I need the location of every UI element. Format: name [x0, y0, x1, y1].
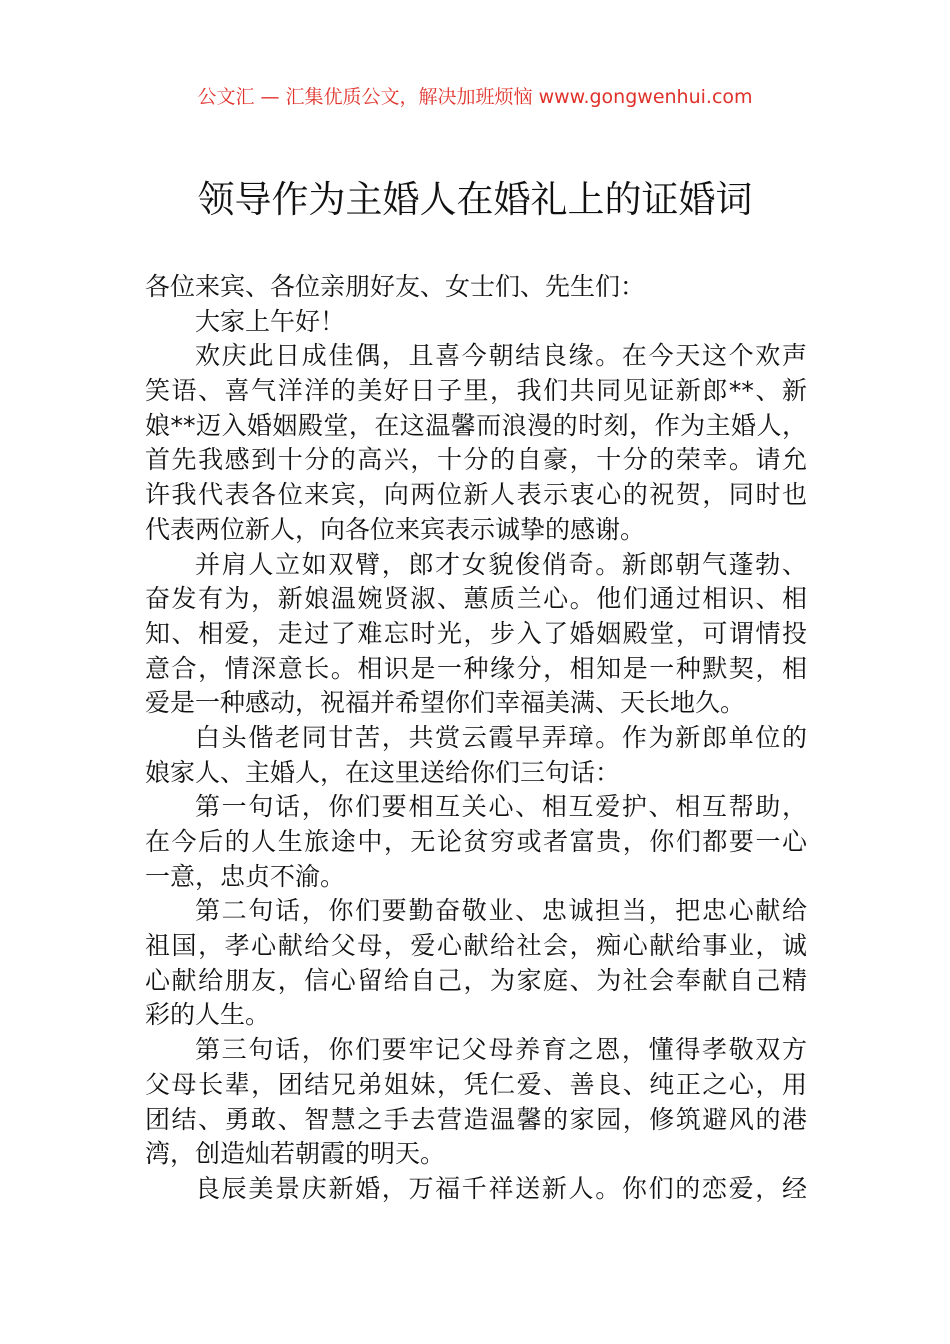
text-line: 代表两位新人，向各位来宾表示诚挚的感谢。	[145, 514, 646, 544]
text-line: 湾，创造灿若朝霞的明天。	[145, 1139, 446, 1169]
watermark-header: 公文汇 — 汇集优质公文，解决加班烦恼 www.gongwenhui.com	[197, 86, 753, 108]
text-line: 一意，忠贞不渝。	[145, 861, 346, 891]
text-line: 各位来宾、各位亲朋好友、女士们、先生们：	[145, 272, 646, 301]
text-line: 许我代表各位来宾，向两位新人表示衷心的祝贺，同时也	[145, 480, 807, 510]
text-line: 第二句话，你们要勤奋敬业、忠诚担当，把忠心献给	[195, 896, 807, 926]
text-line: 意合，情深意长。相识是一种缘分，相知是一种默契，相	[145, 653, 807, 683]
text-line: 彩的人生。	[145, 1000, 271, 1030]
text-line: 笑语、喜气洋洋的美好日子里，我们共同见证新郎**、新	[145, 376, 807, 406]
text-line: 娘**迈入婚姻殿堂，在这温馨而浪漫的时刻，作为主婚人，	[145, 410, 807, 440]
text-line: 首先我感到十分的高兴，十分的自豪，十分的荣幸。请允	[145, 445, 807, 475]
text-line: 第一句话，你们要相互关心、相互爱护、相互帮助，	[195, 792, 807, 822]
document-title: 领导作为主婚人在婚礼上的证婚词	[197, 178, 753, 221]
text-line: 在今后的人生旅途中，无论贫穷或者富贵，你们都要一心	[145, 827, 807, 856]
text-line: 大家上午好！	[195, 306, 346, 336]
text-line: 爱是一种感动，祝福并希望你们幸福美满、天长地久。	[145, 688, 746, 718]
text-line: 心献给朋友，信心留给自己，为家庭、为社会奉献自己精	[145, 965, 807, 995]
text-line: 知、相爱，走过了难忘时光，步入了婚姻殿堂，可谓情投	[145, 618, 807, 648]
text-line: 第三句话，你们要牢记父母养育之恩，懂得孝敬双方	[195, 1035, 807, 1065]
text-line: 白头偕老同甘苦，共赏云霞早弄璋。作为新郎单位的	[195, 722, 807, 752]
text-line: 娘家人、主婚人，在这里送给你们三句话：	[145, 757, 621, 787]
text-line: 祖国，孝心献给父母，爱心献给社会，痴心献给事业，诚	[145, 931, 807, 961]
text-line: 良辰美景庆新婚，万福千祥送新人。你们的恋爱，经	[195, 1173, 807, 1203]
text-line: 团结、勇敢、智慧之手去营造温馨的家园，修筑避风的港	[145, 1104, 807, 1134]
text-line: 奋发有为，新娘温婉贤淑、蕙质兰心。他们通过相识、相	[145, 584, 807, 614]
text-line: 欢庆此日成佳偶，且喜今朝结良缘。在今天这个欢声	[195, 341, 807, 371]
document-body	[145, 270, 807, 1207]
text-line: 并肩人立如双臂，郎才女貌俊俏奇。新郎朝气蓬勃、	[195, 549, 807, 579]
text-line: 父母长辈，团结兄弟姐妹，凭仁爱、善良、纯正之心，用	[145, 1069, 807, 1099]
